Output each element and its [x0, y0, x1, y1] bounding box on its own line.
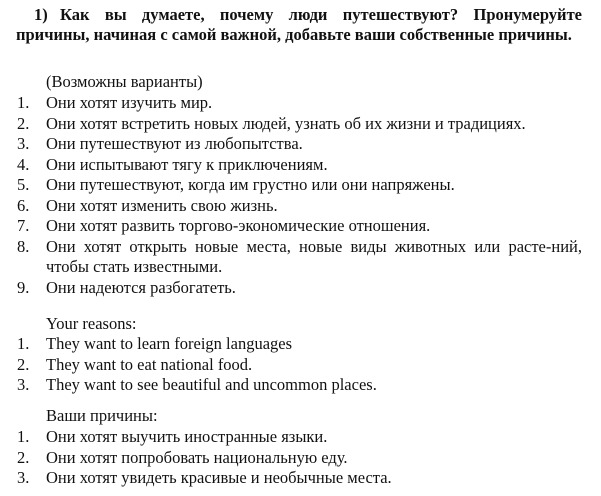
list-marker: 3.: [17, 134, 30, 153]
list-marker: 4.: [17, 154, 30, 174]
list-item: [0, 237, 601, 278]
list-marker: 8.: [17, 236, 30, 256]
question-heading: [16, 5, 582, 45]
list-item-text: Они хотят увидеть красивые и необычные места.: [46, 468, 392, 487]
list-item: [0, 375, 601, 396]
list-item-text: Они путешествуют из любопытства.: [46, 134, 303, 153]
list-item-text: Они путешествуют, когда им грустно или они напряжены.: [46, 175, 455, 194]
list-item-text: They want to see beautiful and uncommon places.: [46, 375, 377, 394]
list-marker: 7.: [17, 216, 30, 235]
variants-list: [0, 93, 601, 298]
list-item: [0, 93, 601, 114]
your-reasons-list: [0, 334, 601, 396]
list-item-text: Они испытывают тягу к приключениям.: [46, 154, 328, 174]
list-marker: 1.: [17, 427, 30, 446]
list-item: [0, 468, 601, 489]
list-item: [0, 134, 601, 155]
list-marker: 2.: [17, 354, 30, 374]
list-item-text: Они хотят изменить свою жизнь.: [46, 195, 278, 215]
russian-reasons-list: [0, 427, 601, 489]
list-item-text: Они хотят попробовать национальную еду.: [46, 447, 348, 467]
list-item: [0, 427, 601, 448]
list-marker: 6.: [17, 195, 30, 215]
list-item-text: Они хотят развить торгово-экономические отношения.: [46, 216, 431, 235]
question-text: Как вы думаете, почему люди путешествуют? Пронумеруйте причины, начиная с самой важной, добавьте ваши собственные причины.: [16, 5, 582, 44]
list-item: [0, 216, 601, 237]
list-marker: 3.: [17, 468, 30, 487]
list-item: [0, 196, 601, 217]
list-item: [0, 334, 601, 355]
list-item-text: They want to eat national food.: [46, 354, 253, 374]
list-item-text: Они хотят встретить новых людей, узнать об их жизни и традициях.: [46, 113, 526, 133]
list-item-text: Они хотят выучить иностранные языки.: [46, 427, 328, 446]
list-item-text: They want to learn foreign languages: [46, 334, 293, 353]
list-marker: 2.: [17, 447, 30, 467]
russian-reasons-caption: Ваши причины:: [46, 406, 158, 425]
list-item: [0, 155, 601, 176]
list-item-text: Они надеются разбогатеть.: [46, 277, 236, 297]
list-item: [0, 175, 601, 196]
list-marker: 9.: [17, 277, 30, 297]
list-item: [0, 278, 601, 299]
variants-caption: (Возможны варианты): [46, 72, 203, 91]
list-item: [0, 114, 601, 135]
list-marker: 1.: [17, 334, 30, 353]
list-marker: 5.: [17, 175, 30, 194]
list-marker: 3.: [17, 375, 30, 394]
list-item: [0, 448, 601, 469]
your-reasons-caption: Your reasons:: [46, 314, 137, 333]
list-item-text: Они хотят изучить мир.: [46, 93, 213, 112]
list-marker: 2.: [17, 113, 30, 133]
question-number: 1): [34, 5, 48, 24]
list-item: [0, 355, 601, 376]
list-marker: 1.: [17, 93, 30, 112]
list-item-text: Они хотят открыть новые места, новые виды животных или расте-ний, чтобы стать известными.: [46, 236, 582, 276]
